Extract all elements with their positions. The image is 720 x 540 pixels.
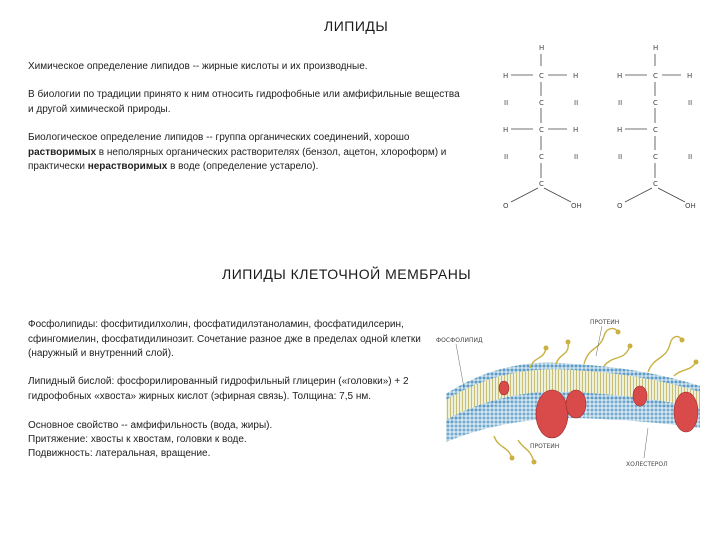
property-bold: амфифильность (130, 420, 208, 431)
bond-bar: II (504, 99, 509, 107)
protein-blob (566, 390, 586, 418)
fatty-acid-formulas (495, 38, 705, 218)
atom-c: C (653, 153, 658, 161)
attraction-text (28, 433, 328, 448)
formula-left (503, 44, 582, 210)
atom-h: H (653, 44, 659, 52)
group-oh: OH (685, 202, 696, 210)
def-chemical (28, 60, 468, 75)
def-biological-bold-1: растворимых (28, 146, 97, 158)
def-biological-text-1: определение липидов -- группа органических соединений, хорошо (97, 132, 410, 143)
atom-c: C (539, 99, 544, 107)
atom-h: H (617, 72, 623, 80)
phospholipids-lead: Фосфолипиды (28, 319, 96, 330)
atom-c: C (653, 99, 658, 107)
bond-bar: II (688, 153, 693, 161)
mobility-desc: : латеральная, вращение. (89, 448, 211, 459)
def-biological-bold-2: нерастворимых (87, 161, 168, 172)
atom-c: C (539, 180, 544, 188)
atom-o: O (503, 202, 509, 210)
bond-bar: II (618, 153, 623, 161)
bond-bar: II (688, 99, 693, 107)
mobility-lead: Подвижность (28, 448, 90, 459)
bond-bar: II (574, 153, 579, 161)
group-oh: OH (571, 202, 582, 210)
protein-blob (499, 381, 509, 395)
label-protein-top: ПРОТЕИН (590, 319, 620, 326)
atom-h: H (503, 72, 509, 80)
atom-c: C (653, 180, 658, 188)
atom-h: H (573, 126, 579, 134)
atom-h: H (617, 126, 623, 134)
atom-c: C (539, 153, 544, 161)
label-phospholipid: ФОСФОЛИПИД (436, 337, 483, 344)
label-protein-bottom: ПРОТЕИН (530, 443, 560, 450)
def-biological (28, 131, 473, 175)
protein-blob (536, 390, 568, 438)
label-cholesterol: ХОЛЕСТЕРОЛ (626, 461, 668, 468)
phospholipids-text (28, 318, 442, 362)
def-biological-text-2: в неполярных органических растворителях (бензол, ацетон, хлороформ) и практически (28, 146, 447, 172)
property-desc: (вода, жиры). (207, 420, 273, 431)
mobility-text (28, 447, 328, 462)
atom-o: O (617, 202, 623, 210)
bilayer-text (28, 375, 448, 404)
cell-membrane-illustration (434, 316, 706, 474)
phospholipids-list: : фосфитидилхолин, фосфатидилэтаноламин, фосфатидилсерин, сфингомиелин, фосфатидилинозит. Сочетание разное дже в пределах одной клетки (наружный и внутренний слой). (28, 319, 421, 359)
def-biological-text-3: в воде (определение устарело). (167, 161, 319, 172)
atom-c: C (653, 72, 658, 80)
protein-blob (633, 386, 647, 406)
atom-c: C (539, 126, 544, 134)
atom-h: H (573, 72, 579, 80)
atom-h: H (503, 126, 509, 134)
attraction-desc: : хвосты к хвостам, головки к воде. (85, 434, 247, 445)
def-tradition: В биологии по традиции принято к ним относить гидрофобные или амфифильные вещества и другой химической природы. (28, 89, 460, 115)
bond-bar: II (574, 99, 579, 107)
protein-blob (674, 392, 698, 432)
formula-right (617, 44, 696, 210)
bond-bar: II (504, 153, 509, 161)
atom-h: H (539, 44, 545, 52)
property-sep: -- (118, 420, 131, 431)
def-biological-lead: Биологическое (28, 132, 98, 143)
page-title: ЛИПИДЫ (324, 18, 389, 34)
atom-c: C (539, 72, 544, 80)
def-chemical-text: определение липидов -- жирные кислоты и их производные. (84, 61, 368, 72)
attraction-lead: Притяжение (28, 434, 86, 445)
atom-h: H (687, 72, 693, 80)
def-chemical-lead: Химическое (28, 61, 85, 72)
bond-bar: II (618, 99, 623, 107)
property-text (28, 419, 328, 434)
section-subtitle: ЛИПИДЫ КЛЕТОЧНОЙ МЕМБРАНЫ (222, 266, 472, 282)
atom-c: C (653, 126, 658, 134)
property-lead: Основное свойство (28, 420, 119, 431)
bilayer-lead: Липидный бислой (28, 376, 112, 387)
bilayer-desc: : фосфорилированный гидрофильный глицерин («головки») + 2 гидрофобных «хвоста» жирных кислот (эфирная связь). Толщина: 7,5 нм. (28, 376, 409, 402)
